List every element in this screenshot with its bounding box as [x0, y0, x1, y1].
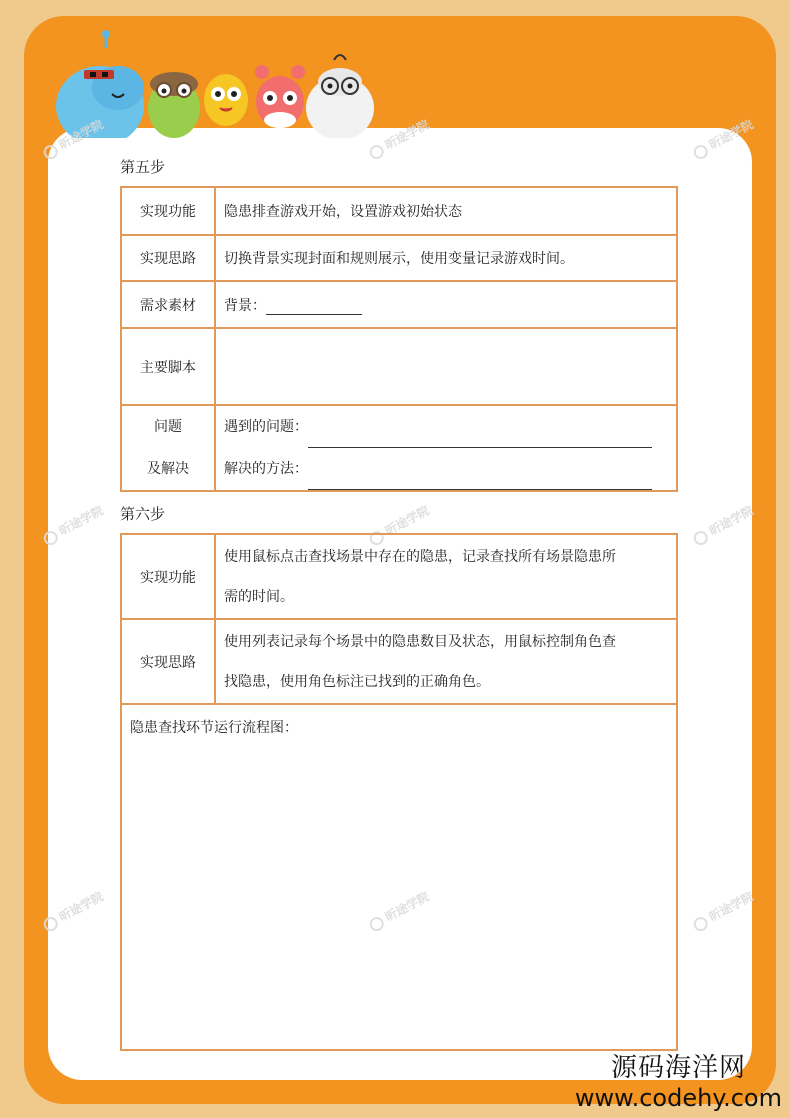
step5-table	[120, 186, 678, 492]
table-row	[121, 235, 677, 281]
watermark-logo: 昕途学院	[690, 501, 756, 547]
step6-idea-line1: 使用列表记录每个场景中的隐患数目及状态，用鼠标控制角色查	[224, 633, 616, 650]
problem-q1-blank-line[interactable]	[308, 434, 652, 448]
table-row	[121, 281, 677, 328]
watermark-logo: 昕途学院	[40, 115, 106, 161]
step6-flowchart-label: 隐患查找环节运行流程图：	[130, 720, 298, 736]
step5-idea-value: 切换背景实现封面和规则展示，使用变量记录游戏时间。	[215, 235, 677, 281]
site-name: 源码海洋网	[610, 1053, 746, 1083]
step5-materials-prefix: 背景：	[224, 297, 266, 314]
step5-problem-cell	[215, 405, 677, 491]
step5-problem-label	[121, 405, 215, 491]
step6-flowchart-cell[interactable]	[121, 704, 677, 1050]
table-row	[121, 187, 677, 235]
problem-label-line2: 及解决	[147, 461, 189, 477]
table-row	[121, 534, 677, 619]
problem-q1-label: 遇到的问题：	[224, 419, 308, 435]
watermark-logo: 昕途学院	[366, 887, 432, 933]
problem-q1-row	[224, 406, 676, 448]
step6-function-line2: 需的时间。	[224, 588, 294, 605]
step5-idea-label: 实现思路	[121, 235, 215, 281]
step6-title: 第六步	[120, 505, 166, 523]
step5-script-label: 主要脚本	[121, 328, 215, 405]
step5-function-label: 实现功能	[121, 187, 215, 235]
materials-blank-line[interactable]	[266, 301, 362, 315]
watermark-logo: 昕途学院	[366, 501, 432, 547]
watermark-logo: 昕途学院	[690, 887, 756, 933]
table-row	[121, 619, 677, 704]
step5-materials-label: 需求素材	[121, 281, 215, 328]
watermark-logo: 昕途学院	[40, 501, 106, 547]
problem-label-line1: 问题	[154, 419, 182, 435]
step5-title: 第五步	[120, 158, 166, 176]
step6-idea-line2: 找隐患，使用角色标注已找到的正确角色。	[224, 673, 490, 690]
step6-function-label: 实现功能	[121, 534, 215, 619]
step5-materials-cell	[215, 281, 677, 328]
watermark-logo: 昕途学院	[690, 115, 756, 161]
step5-script-value[interactable]	[215, 328, 677, 405]
table-row	[121, 328, 677, 405]
step6-function-cell	[215, 534, 677, 619]
step5-function-value: 隐患排查游戏开始，设置游戏初始状态	[215, 187, 677, 235]
table-row	[121, 405, 677, 491]
site-watermark	[575, 1047, 782, 1112]
table-row	[121, 704, 677, 1050]
problem-q2-label: 解决的方法：	[224, 461, 308, 477]
step6-idea-cell	[215, 619, 677, 704]
watermark-logo: 昕途学院	[40, 887, 106, 933]
problem-q2-row	[224, 448, 676, 490]
step6-table	[120, 533, 678, 1051]
step6-idea-label: 实现思路	[121, 619, 215, 704]
problem-q2-blank-line[interactable]	[308, 476, 652, 490]
step6-function-line1: 使用鼠标点击查找场景中存在的隐患，记录查找所有场景隐患所	[224, 548, 616, 565]
site-url: www.codehy.com	[574, 1084, 782, 1112]
watermark-logo: 昕途学院	[366, 115, 432, 161]
